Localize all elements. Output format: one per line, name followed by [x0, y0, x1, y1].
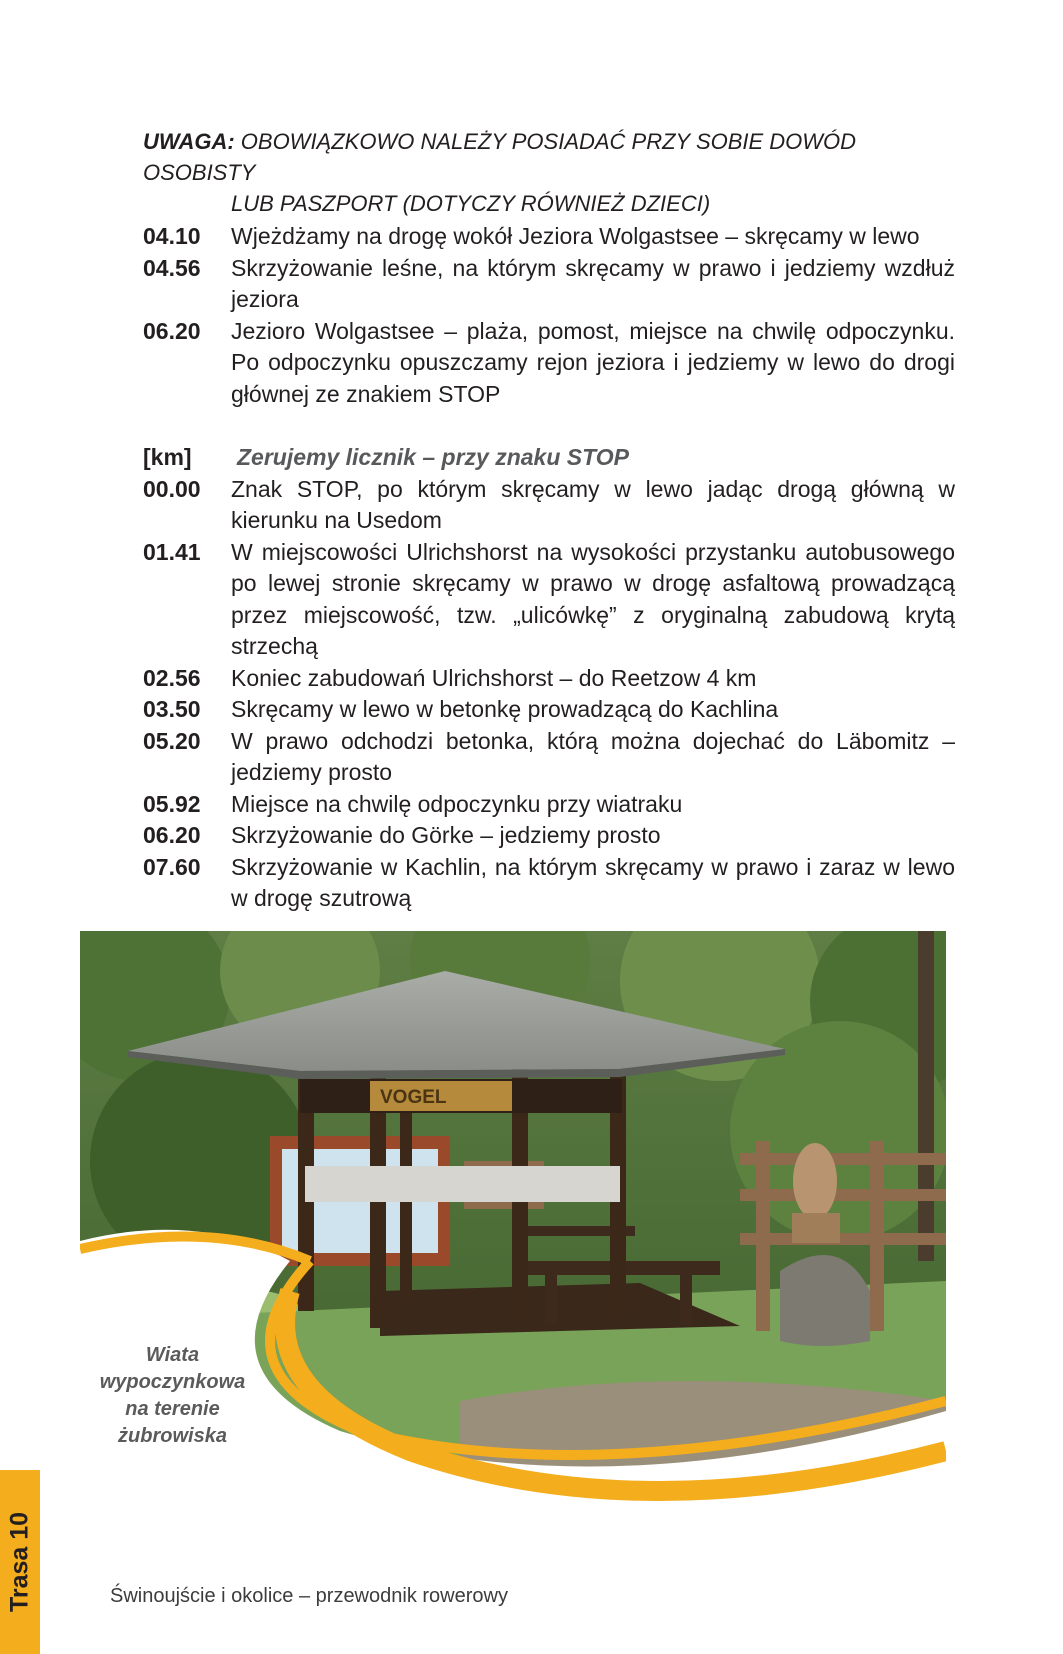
warning-note: [143, 126, 963, 219]
route-entry: [143, 221, 955, 253]
entry-text: Koniec zabudowań Ulrichshorst – do Reetzow 4 km: [231, 664, 757, 691]
vogel-sign-text: VOGEL: [380, 1087, 447, 1108]
route-entry: [143, 663, 955, 695]
entry-text: W prawo odchodzi betonka, którą można dojechać do Läbomitz – jedziemy prosto: [231, 727, 955, 785]
tree-trunk: [918, 931, 934, 1261]
owl-sculpture: [793, 1143, 837, 1219]
entry-text: Skrzyżowanie w Kachlin, na którym skręcamy w prawo i zaraz w lewo w drogę szutrową: [231, 853, 955, 911]
route-entry: [143, 474, 955, 537]
route-entry: [143, 789, 955, 821]
warning-text-1: OBOWIĄZKOWO NALEŻY POSIADAĆ PRZY SOBIE DOWÓD OSOBISTY: [143, 129, 857, 185]
counter-reset-text: Zerujemy licznik – przy znaku STOP: [237, 444, 629, 470]
warning-label: UWAGA:: [143, 129, 235, 154]
gazebo-panel-strip: [305, 1166, 620, 1202]
entry-km: 07.60: [143, 853, 201, 880]
entry-km: 01.41: [143, 538, 201, 565]
entry-km: 02.56: [143, 664, 201, 691]
entry-text: Skręcamy w lewo w betonkę prowadzącą do Kachlina: [231, 696, 779, 722]
counter-reset-header: [143, 442, 955, 474]
warning-line-1: [143, 126, 963, 188]
caption-line: wypoczynkowa: [99, 1371, 246, 1393]
entry-text: Miejsce na chwilę odpoczynku przy wiatraku: [231, 790, 683, 817]
route-entry: [143, 537, 955, 663]
entry-time: 04.10: [143, 223, 201, 249]
entry-text: Jezioro Wolgastsee – plaża, pomost, miejsce na chwilę odpoczynku. Po odpoczynku opuszczamy rejon jeziora i jedziemy w lewo do drogi głównej ze znakiem STOP: [231, 317, 955, 407]
km-unit-label: [km]: [143, 444, 192, 470]
route-entry: [143, 820, 955, 852]
entry-km: 03.50: [143, 696, 201, 722]
entry-text: Znak STOP, po którym skręcamy w lewo jadąc drogą główną w kierunku na Usedom: [231, 475, 955, 533]
entry-km: 05.20: [143, 727, 201, 754]
warning-line-2: LUB PASZPORT (DOTYCZY RÓWNIEŻ DZIECI): [231, 191, 711, 216]
entry-text: Skrzyżowanie leśne, na którym skręcamy w prawo i jedziemy wzdłuż jeziora: [231, 254, 955, 312]
route-entry: [143, 694, 955, 726]
entry-text: Skrzyżowanie do Görke – jedziemy prosto: [231, 822, 661, 848]
route-tab: [0, 1470, 40, 1654]
page-footer: Świnoujście i okolice – przewodnik rowerowy: [110, 1585, 508, 1607]
entry-km: 00.00: [143, 475, 201, 502]
entry-time: 04.56: [143, 254, 201, 281]
route-entry: [143, 726, 955, 789]
caption-line: na terenie: [125, 1398, 220, 1420]
entry-km: 06.20: [143, 822, 201, 848]
route-tab-label: Trasa 10: [5, 1511, 34, 1613]
route-entry: [143, 253, 955, 316]
entry-text: Wjeżdżamy na drogę wokół Jeziora Wolgastsee – skręcamy w lewo: [231, 223, 920, 249]
entry-time: 06.20: [143, 317, 201, 344]
entry-text: W miejscowości Ulrichshorst na wysokości przystanku autobusowego po lewej stronie skręcamy w prawo w drogę asfaltową prowadzącą przez miejscowość, tzw. „ulicówkę” z oryginalną zabudową krytą strzechą: [231, 538, 955, 659]
route-entry: [143, 316, 955, 411]
sculpture-pedestal: [792, 1213, 840, 1243]
route-entry: [143, 852, 955, 915]
caption-line: żubrowiska: [118, 1425, 227, 1447]
route-entries-after-reset: [143, 442, 955, 915]
entry-km: 05.92: [143, 790, 201, 817]
caption-line: Wiata: [145, 1344, 200, 1366]
photo-caption: [90, 1342, 255, 1450]
route-entries-before-reset: [143, 221, 955, 410]
